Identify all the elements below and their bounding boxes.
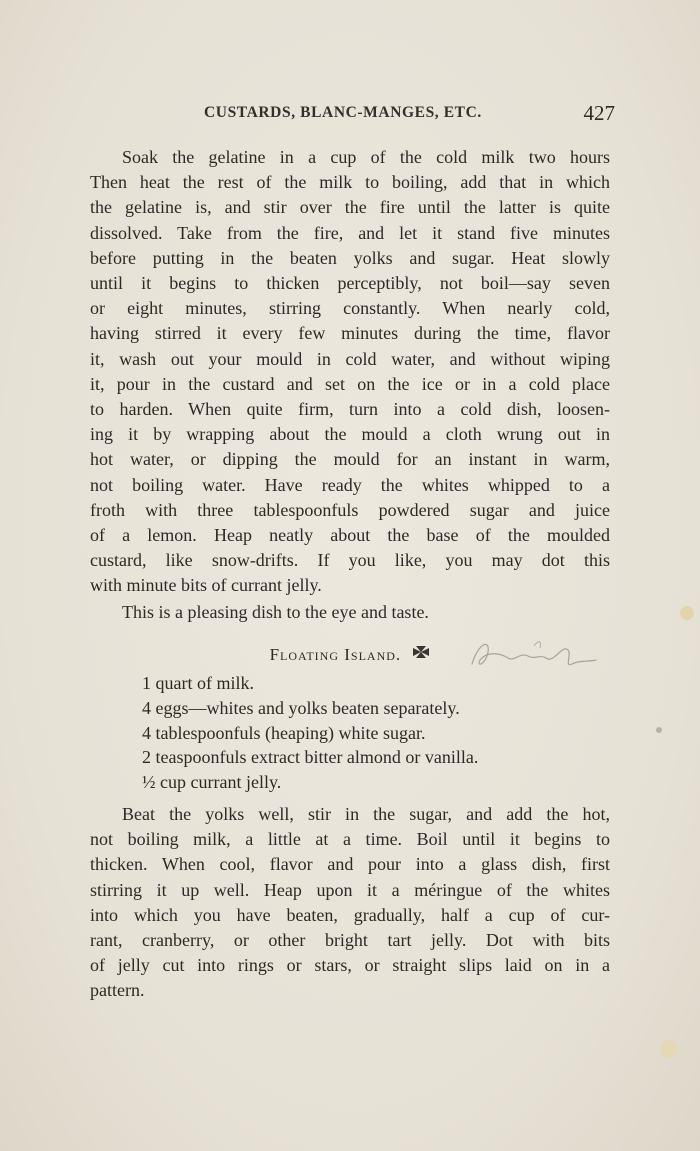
text-line: it, wash out your mould in cold water, and without wiping	[90, 348, 610, 369]
text-line: until it begins to thicken perceptibly, not boil—say seven	[90, 273, 610, 294]
text-line: thicken. When cool, flavor and pour into a glass dish, first	[90, 854, 610, 875]
maltese-cross-icon	[412, 644, 430, 665]
text-line: to harden. When quite firm, turn into a cold dish, loosen-	[90, 399, 610, 420]
text-line: ing it by wrapping about the mould a cloth wrung out in	[90, 424, 610, 445]
paragraph-method	[90, 802, 610, 1004]
ingredient-item: 1 quart of milk.	[142, 673, 254, 693]
ingredient-list	[142, 671, 572, 795]
recipe-title-text: Floating Island.	[269, 645, 402, 664]
text-line: into which you have beaten, gradually, half a cup of cur-	[90, 904, 610, 925]
paragraph-instructions	[90, 145, 610, 599]
text-line: it, pour in the custard and set on the ice or in a cold place	[90, 373, 610, 394]
paragraph-note	[90, 600, 610, 625]
text-line: Beat the yolks well, stir in the sugar, and add the hot,	[122, 804, 610, 824]
text-line: or eight minutes, stirring constantly. When nearly cold,	[90, 298, 610, 319]
text-line: dissolved. Take from the fire, and let it stand five minutes	[90, 222, 610, 243]
ingredient-item: 4 eggs—whites and yolks beaten separately.	[142, 697, 460, 718]
paper-stain	[660, 1040, 678, 1058]
page-number: 427	[583, 101, 615, 125]
text-line: froth with three tablespoonfuls powdered sugar and juice	[90, 499, 610, 520]
text-line: of jelly cut into rings or stars, or straight slips laid on in a	[90, 955, 610, 976]
text-line: Then heat the rest of the milk to boiling, add that in which	[90, 172, 610, 193]
text-line: the gelatine is, and stir over the fire until the latter is quite	[90, 197, 610, 218]
text-line: of a lemon. Heap neatly about the base of the moulded	[90, 525, 610, 546]
text-line: rant, cranberry, or other bright tart jelly. Dot with bits	[90, 930, 610, 951]
text-line: pattern.	[90, 980, 145, 1001]
text-line: hot water, or dipping the mould for an instant in warm,	[90, 449, 610, 470]
ingredient-item: 2 teaspoonfuls extract bitter almond or vanilla.	[142, 747, 479, 768]
text-line: This is a pleasing dish to the eye and taste.	[122, 602, 429, 622]
text-line: stirring it up well. Heap upon it a méringue of the whites	[90, 879, 610, 900]
text-line: not boiling water. Have ready the whites whipped to a	[90, 474, 610, 495]
text-line: before putting in the beaten yolks and sugar. Heat slowly	[90, 247, 610, 268]
ingredient-item: ½ cup currant jelly.	[142, 772, 282, 793]
text-line: Soak the gelatine in a cup of the cold milk two hours	[122, 147, 610, 167]
text-line: not boiling milk, a little at a time. Boil until it begins to	[90, 829, 610, 850]
page-header	[200, 101, 615, 128]
ingredient-item: 4 tablespoonfuls (heaping) white sugar.	[142, 722, 426, 743]
text-line: with minute bits of currant jelly.	[90, 575, 322, 596]
paper-stain	[656, 727, 662, 733]
text-line: custard, like snow-drifts. If you like, you may dot this	[90, 550, 610, 571]
paper-stain	[680, 606, 694, 620]
running-title: CUSTARDS, BLANC-MANGES, ETC.	[204, 104, 482, 121]
text-line: having stirred it every few minutes during the time, flavor	[90, 323, 610, 344]
